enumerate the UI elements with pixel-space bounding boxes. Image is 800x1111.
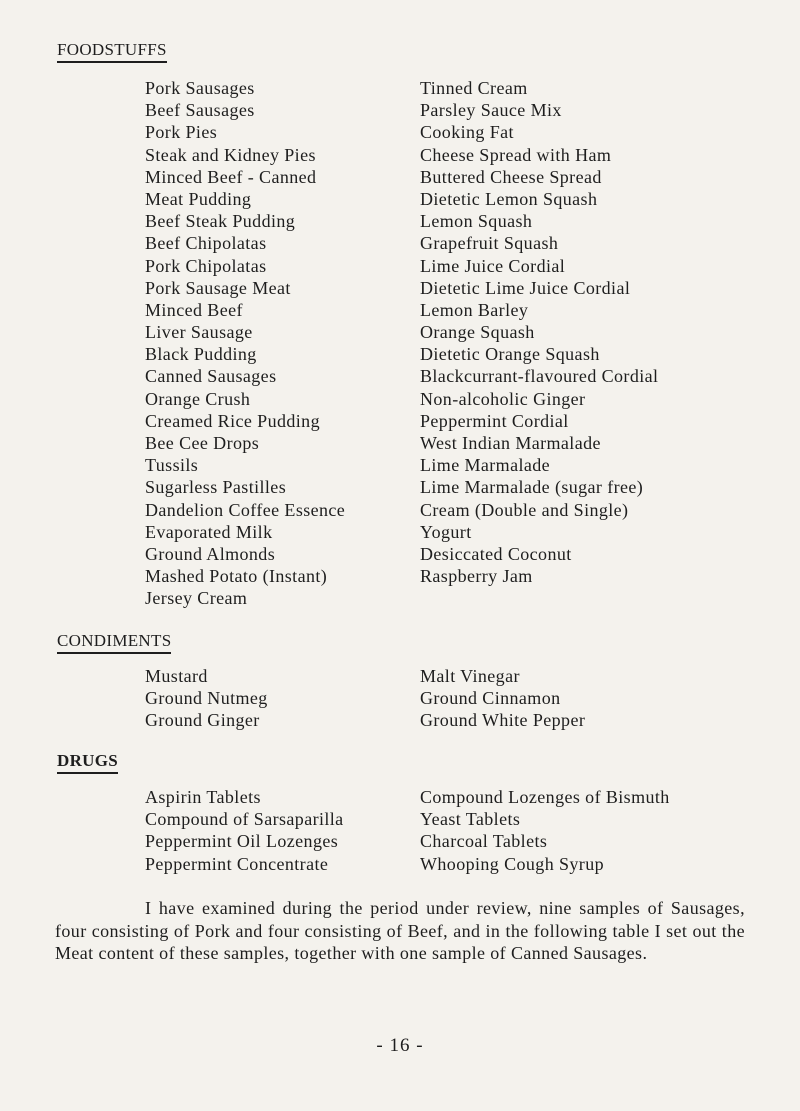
list-item: Steak and Kidney Pies xyxy=(145,144,316,165)
foodstuffs-right-list xyxy=(420,77,658,587)
list-item: Cream (Double and Single) xyxy=(420,499,629,520)
list-item: Non-alcoholic Ginger xyxy=(420,388,586,409)
condiments-heading: CONDIMENTS xyxy=(57,631,171,654)
list-item: Aspirin Tablets xyxy=(145,787,261,807)
list-item: Ground White Pepper xyxy=(420,710,586,731)
list-item: Charcoal Tablets xyxy=(420,831,548,852)
list-item: Dandelion Coffee Essence xyxy=(145,499,346,520)
list-item: Blackcurrant-flavoured Cordial xyxy=(420,366,659,387)
list-item: Compound Lozenges of Bismuth xyxy=(420,787,670,807)
foodstuffs-heading: FOODSTUFFS xyxy=(57,40,167,63)
body-paragraph xyxy=(55,897,745,965)
list-item: Cooking Fat xyxy=(420,122,514,143)
list-item: Mustard xyxy=(145,666,208,686)
list-item: Pork Sausage Meat xyxy=(145,277,291,298)
list-item: Tinned Cream xyxy=(420,78,528,98)
list-item: Evaporated Milk xyxy=(145,521,273,542)
drugs-heading: DRUGS xyxy=(57,751,118,774)
list-item: Ground Cinnamon xyxy=(420,688,561,709)
list-item: Peppermint Concentrate xyxy=(145,853,329,874)
condiments-left-list xyxy=(145,665,268,732)
drugs-right-list xyxy=(420,786,670,875)
list-item: Dietetic Lemon Squash xyxy=(420,188,598,209)
foodstuffs-left-list xyxy=(145,77,345,610)
list-item: Dietetic Orange Squash xyxy=(420,344,600,365)
drugs-left-list xyxy=(145,786,344,875)
list-item: Bee Cee Drops xyxy=(145,433,260,453)
list-item: Lime Marmalade (sugar free) xyxy=(420,477,644,498)
list-item: Malt Vinegar xyxy=(420,666,520,686)
list-item: Pork Pies xyxy=(145,122,218,143)
list-item: Beef Steak Pudding xyxy=(145,211,296,232)
list-item: Ground Almonds xyxy=(145,543,276,564)
list-item: Grapefruit Squash xyxy=(420,233,559,254)
body-paragraph-text: I have examined during the period under review, nine samples of Sausages, four consisting of Pork and four consisting of Beef, and in the following table I set out the Meat content of these samples, together with one sample of Canned Sausages. xyxy=(55,898,745,963)
list-item: Minced Beef xyxy=(145,299,243,320)
list-item: Compound of Sarsaparilla xyxy=(145,809,344,830)
list-item: Cheese Spread with Ham xyxy=(420,144,612,165)
list-item: Canned Sausages xyxy=(145,366,277,387)
list-item: Buttered Cheese Spread xyxy=(420,166,602,187)
page-number: - 16 - xyxy=(376,1035,424,1056)
list-item: Jersey Cream xyxy=(145,588,248,609)
list-item: Parsley Sauce Mix xyxy=(420,100,562,121)
list-item: Raspberry Jam xyxy=(420,566,533,587)
list-item: Whooping Cough Syrup xyxy=(420,853,605,874)
list-item: Tussils xyxy=(145,455,199,476)
list-item: Meat Pudding xyxy=(145,188,252,209)
list-item: Yeast Tablets xyxy=(420,809,521,830)
list-item: Pork Sausages xyxy=(145,78,255,98)
list-item: West Indian Marmalade xyxy=(420,433,601,453)
condiments-right-list xyxy=(420,665,585,732)
list-item: Creamed Rice Pudding xyxy=(145,410,320,431)
list-item: Lemon Squash xyxy=(420,211,533,232)
list-item: Ground Nutmeg xyxy=(145,688,268,709)
list-item: Pork Chipolatas xyxy=(145,255,267,276)
list-item: Beef Sausages xyxy=(145,100,255,121)
list-item: Liver Sausage xyxy=(145,322,253,343)
list-item: Lime Juice Cordial xyxy=(420,255,566,276)
list-item: Minced Beef - Canned xyxy=(145,166,317,187)
list-item: Orange Squash xyxy=(420,322,535,343)
list-item: Lemon Barley xyxy=(420,299,529,320)
list-item: Peppermint Cordial xyxy=(420,410,569,431)
list-item: Ground Ginger xyxy=(145,710,260,731)
list-item: Yogurt xyxy=(420,521,472,542)
list-item: Sugarless Pastilles xyxy=(145,477,287,498)
list-item: Peppermint Oil Lozenges xyxy=(145,831,339,852)
list-item: Orange Crush xyxy=(145,388,251,409)
list-item: Desiccated Coconut xyxy=(420,543,572,564)
list-item: Mashed Potato (Instant) xyxy=(145,566,328,587)
list-item: Beef Chipolatas xyxy=(145,233,267,254)
list-item: Lime Marmalade xyxy=(420,455,551,476)
list-item: Black Pudding xyxy=(145,344,257,365)
list-item: Dietetic Lime Juice Cordial xyxy=(420,277,631,298)
